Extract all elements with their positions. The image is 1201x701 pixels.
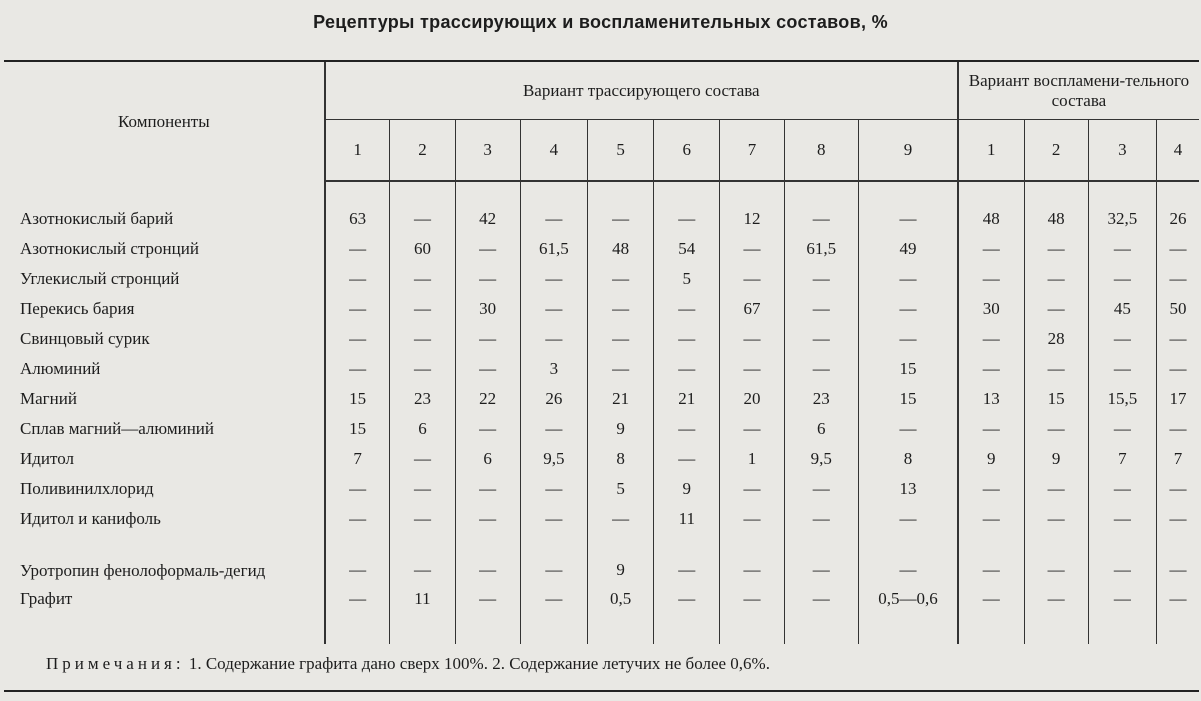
- component-name: Магний: [4, 384, 325, 414]
- table-cell: —: [859, 294, 958, 324]
- footnote: [46, 654, 770, 674]
- table-cell: 48: [1024, 181, 1088, 234]
- table-cell: 9,5: [520, 444, 587, 474]
- table-cell: —: [349, 359, 367, 378]
- table-cell: —: [958, 354, 1024, 384]
- table-cell: —: [1024, 354, 1088, 384]
- table-cell: —: [1024, 294, 1088, 324]
- table-cell: —: [1156, 264, 1199, 294]
- table-cell: —: [1156, 474, 1199, 504]
- table-cell: —: [1088, 234, 1156, 264]
- table-cell: 61,5: [784, 234, 858, 264]
- table-cell: —: [455, 354, 520, 384]
- table-cell: —: [520, 504, 587, 534]
- table-cell: —: [1024, 534, 1088, 584]
- table-cell: —: [1156, 324, 1199, 354]
- table-cell: 48: [958, 181, 1024, 234]
- table-cell: —: [859, 324, 958, 354]
- table-cell: 3: [520, 354, 587, 384]
- table-row: [4, 294, 1199, 324]
- table-cell: —: [859, 181, 958, 234]
- table-cell: 67: [720, 294, 784, 324]
- table-cell: —: [349, 239, 367, 258]
- table-cell: 9: [588, 414, 654, 444]
- table-cell: —: [520, 324, 587, 354]
- table-cell: 15: [859, 354, 958, 384]
- table-cell: —: [1088, 534, 1156, 584]
- table-row: [4, 234, 1199, 264]
- table-cell: —: [390, 504, 455, 534]
- table-cell: 17: [1156, 384, 1199, 414]
- recipes-table: [4, 62, 1199, 644]
- table-cell: —: [958, 234, 1024, 264]
- table-cell: —: [349, 560, 367, 579]
- table-cell: —: [654, 444, 720, 474]
- table-cell: —: [1156, 584, 1199, 644]
- tracer-col-2: 2: [390, 120, 455, 182]
- table-row: [4, 324, 1199, 354]
- table-cell: 15: [349, 389, 367, 408]
- table-cell: 23: [390, 384, 455, 414]
- igniter-col-2: 2: [1024, 120, 1088, 182]
- table-cell: 11: [390, 584, 455, 644]
- tracer-group-header: Вариант трассирующего состава: [325, 62, 958, 120]
- component-name: Сплав магний—алюминий: [4, 414, 325, 444]
- table-row: [4, 444, 1199, 474]
- table-cell: —: [720, 324, 784, 354]
- table-cell: —: [349, 299, 367, 318]
- table-row: [4, 534, 1199, 584]
- table-cell: —: [1088, 354, 1156, 384]
- table-cell: —: [1088, 584, 1156, 644]
- table-cell: —: [720, 354, 784, 384]
- table-cell: —: [455, 584, 520, 644]
- table-cell: —: [588, 294, 654, 324]
- table-cell: 21: [654, 384, 720, 414]
- table-cell: —: [1156, 234, 1199, 264]
- table-cell: 12: [720, 181, 784, 234]
- table-cell: —: [958, 534, 1024, 584]
- table-cell: —: [349, 329, 367, 348]
- table-cell: —: [958, 584, 1024, 644]
- table-cell: 15: [1024, 384, 1088, 414]
- table-cell: —: [958, 324, 1024, 354]
- table-cell: —: [390, 354, 455, 384]
- table-cell: 20: [720, 384, 784, 414]
- table-cell: 6: [784, 414, 858, 444]
- table-cell: 7: [1088, 444, 1156, 474]
- tracer-col-8: 8: [784, 120, 858, 182]
- table-wrapper: [4, 62, 1199, 644]
- tracer-col-4: 4: [520, 120, 587, 182]
- table-cell: —: [1024, 504, 1088, 534]
- table-cell: —: [784, 534, 858, 584]
- table-cell: —: [588, 181, 654, 234]
- table-cell: —: [784, 264, 858, 294]
- table-row: [4, 414, 1199, 444]
- table-cell: —: [654, 324, 720, 354]
- table-cell: —: [784, 474, 858, 504]
- table-cell: —: [1088, 414, 1156, 444]
- table-cell: —: [1088, 324, 1156, 354]
- table-row: [4, 384, 1199, 414]
- table-cell: —: [1156, 504, 1199, 534]
- table-cell: —: [390, 264, 455, 294]
- table-cell: 15: [859, 384, 958, 414]
- table-cell: —: [520, 181, 587, 234]
- component-name: Азотнокислый барий: [4, 181, 325, 234]
- table-cell: —: [958, 474, 1024, 504]
- table-row: [4, 504, 1199, 534]
- table-cell: —: [349, 269, 367, 288]
- table-cell: 0,5: [588, 584, 654, 644]
- component-name: Азотнокислый стронций: [4, 234, 325, 264]
- table-cell: —: [588, 264, 654, 294]
- table-cell: 26: [1156, 181, 1199, 234]
- table-cell: —: [784, 584, 858, 644]
- table-cell: —: [390, 534, 455, 584]
- table-cell: —: [588, 354, 654, 384]
- table-cell: —: [349, 479, 367, 498]
- footnote-label: Примечания:: [46, 654, 185, 673]
- table-cell: —: [588, 504, 654, 534]
- table-cell: 13: [958, 384, 1024, 414]
- table-cell: —: [654, 354, 720, 384]
- table-cell: 15: [349, 419, 367, 438]
- table-cell: 9: [958, 444, 1024, 474]
- table-cell: —: [720, 504, 784, 534]
- table-cell: 11: [654, 504, 720, 534]
- tracer-col-3: 3: [455, 120, 520, 182]
- table-cell: —: [455, 324, 520, 354]
- component-name: Идитол и канифоль: [4, 504, 325, 534]
- table-cell: —: [1088, 504, 1156, 534]
- footnote-text: 1. Содержание графита дано сверх 100%. 2. Содержание летучих не более 0,6%.: [184, 654, 770, 673]
- table-cell: —: [390, 324, 455, 354]
- table-cell: —: [1088, 474, 1156, 504]
- table-cell: 5: [588, 474, 654, 504]
- table-cell: 28: [1024, 324, 1088, 354]
- component-name: Свинцовый сурик: [4, 324, 325, 354]
- table-cell: —: [1024, 234, 1088, 264]
- table-cell: —: [654, 534, 720, 584]
- table-row: [4, 584, 1199, 644]
- tracer-col-1: 1: [325, 120, 390, 182]
- table-cell: —: [520, 584, 587, 644]
- table-row: [4, 264, 1199, 294]
- table-cell: —: [859, 534, 958, 584]
- table-cell: 6: [455, 444, 520, 474]
- table-cell: —: [720, 474, 784, 504]
- table-cell: —: [958, 414, 1024, 444]
- table-cell: —: [390, 474, 455, 504]
- table-cell: —: [1156, 534, 1199, 584]
- table-cell: 9: [1024, 444, 1088, 474]
- table-cell: —: [520, 294, 587, 324]
- tracer-col-6: 6: [654, 120, 720, 182]
- component-name: Идитол: [4, 444, 325, 474]
- table-cell: —: [455, 534, 520, 584]
- table-cell: —: [455, 264, 520, 294]
- table-cell: 6: [390, 414, 455, 444]
- table-cell: —: [720, 534, 784, 584]
- table-cell: —: [1156, 354, 1199, 384]
- table-cell: 9,5: [784, 444, 858, 474]
- table-cell: 1: [720, 444, 784, 474]
- table-row: [4, 181, 1199, 234]
- component-name: Уротропин фенолоформаль-дегид: [4, 534, 325, 584]
- table-cell: —: [455, 414, 520, 444]
- table-cell: —: [654, 294, 720, 324]
- table-cell: 9: [654, 474, 720, 504]
- table-cell: —: [390, 294, 455, 324]
- table-cell: —: [720, 234, 784, 264]
- table-cell: 8: [588, 444, 654, 474]
- table-cell: 42: [455, 181, 520, 234]
- table-cell: —: [720, 584, 784, 644]
- table-cell: —: [520, 474, 587, 504]
- table-cell: 7: [353, 449, 362, 468]
- table-cell: —: [784, 181, 858, 234]
- table-cell: —: [958, 264, 1024, 294]
- table-cell: —: [859, 414, 958, 444]
- table-cell: —: [654, 414, 720, 444]
- table-cell: —: [654, 181, 720, 234]
- table-cell: —: [520, 534, 587, 584]
- table-cell: 15,5: [1088, 384, 1156, 414]
- table-cell: —: [1024, 584, 1088, 644]
- table-cell: 60: [390, 234, 455, 264]
- igniter-col-4: 4: [1156, 120, 1199, 182]
- table-cell: —: [349, 589, 367, 608]
- table-cell: 48: [588, 234, 654, 264]
- tracer-col-9: 9: [859, 120, 958, 182]
- table-cell: —: [390, 181, 455, 234]
- table-cell: —: [784, 324, 858, 354]
- table-cell: —: [784, 294, 858, 324]
- table-cell: —: [1024, 414, 1088, 444]
- table-cell: —: [720, 264, 784, 294]
- table-cell: 0,5—0,6: [859, 584, 958, 644]
- table-cell: —: [654, 584, 720, 644]
- component-name: Поливинилхлорид: [4, 474, 325, 504]
- tracer-col-5: 5: [588, 120, 654, 182]
- table-cell: —: [784, 504, 858, 534]
- table-cell: —: [455, 504, 520, 534]
- table-row: [4, 474, 1199, 504]
- table-cell: —: [1024, 264, 1088, 294]
- table-cell: 61,5: [520, 234, 587, 264]
- table-cell: —: [1088, 264, 1156, 294]
- igniter-col-1: 1: [958, 120, 1024, 182]
- component-name: Алюминий: [4, 354, 325, 384]
- table-cell: —: [1024, 474, 1088, 504]
- component-name: Перекись бария: [4, 294, 325, 324]
- table-cell: 26: [520, 384, 587, 414]
- table-cell: 8: [859, 444, 958, 474]
- igniter-col-3: 3: [1088, 120, 1156, 182]
- components-header: Компоненты: [4, 62, 325, 181]
- table-cell: —: [720, 414, 784, 444]
- table-cell: 7: [1156, 444, 1199, 474]
- table-cell: 22: [455, 384, 520, 414]
- table-cell: 9: [588, 534, 654, 584]
- table-cell: 23: [784, 384, 858, 414]
- table-cell: 30: [958, 294, 1024, 324]
- table-cell: —: [1156, 414, 1199, 444]
- table-cell: 32,5: [1088, 181, 1156, 234]
- table-row: [4, 354, 1199, 384]
- table-cell: —: [520, 414, 587, 444]
- table-cell: 49: [859, 234, 958, 264]
- table-cell: 50: [1156, 294, 1199, 324]
- table-cell: 30: [455, 294, 520, 324]
- igniter-group-header: Вариант воспламени-тельного состава: [958, 62, 1199, 120]
- table-cell: —: [859, 504, 958, 534]
- table-cell: 21: [588, 384, 654, 414]
- table-cell: —: [455, 474, 520, 504]
- tracer-col-7: 7: [720, 120, 784, 182]
- table-cell: —: [520, 264, 587, 294]
- table-cell: 5: [654, 264, 720, 294]
- component-name: Углекислый стронций: [4, 264, 325, 294]
- table-cell: —: [390, 444, 455, 474]
- table-cell: —: [349, 509, 367, 528]
- table-cell: —: [588, 324, 654, 354]
- table-cell: —: [455, 234, 520, 264]
- component-name: Графит: [4, 584, 325, 644]
- table-cell: —: [859, 264, 958, 294]
- table-cell: 54: [654, 234, 720, 264]
- table-cell: —: [958, 504, 1024, 534]
- table-cell: 63: [349, 209, 367, 228]
- table-title: Рецептуры трассирующих и воспламенительных составов, %: [313, 12, 888, 32]
- table-cell: —: [784, 354, 858, 384]
- table-cell: 45: [1088, 294, 1156, 324]
- table-cell: 13: [859, 474, 958, 504]
